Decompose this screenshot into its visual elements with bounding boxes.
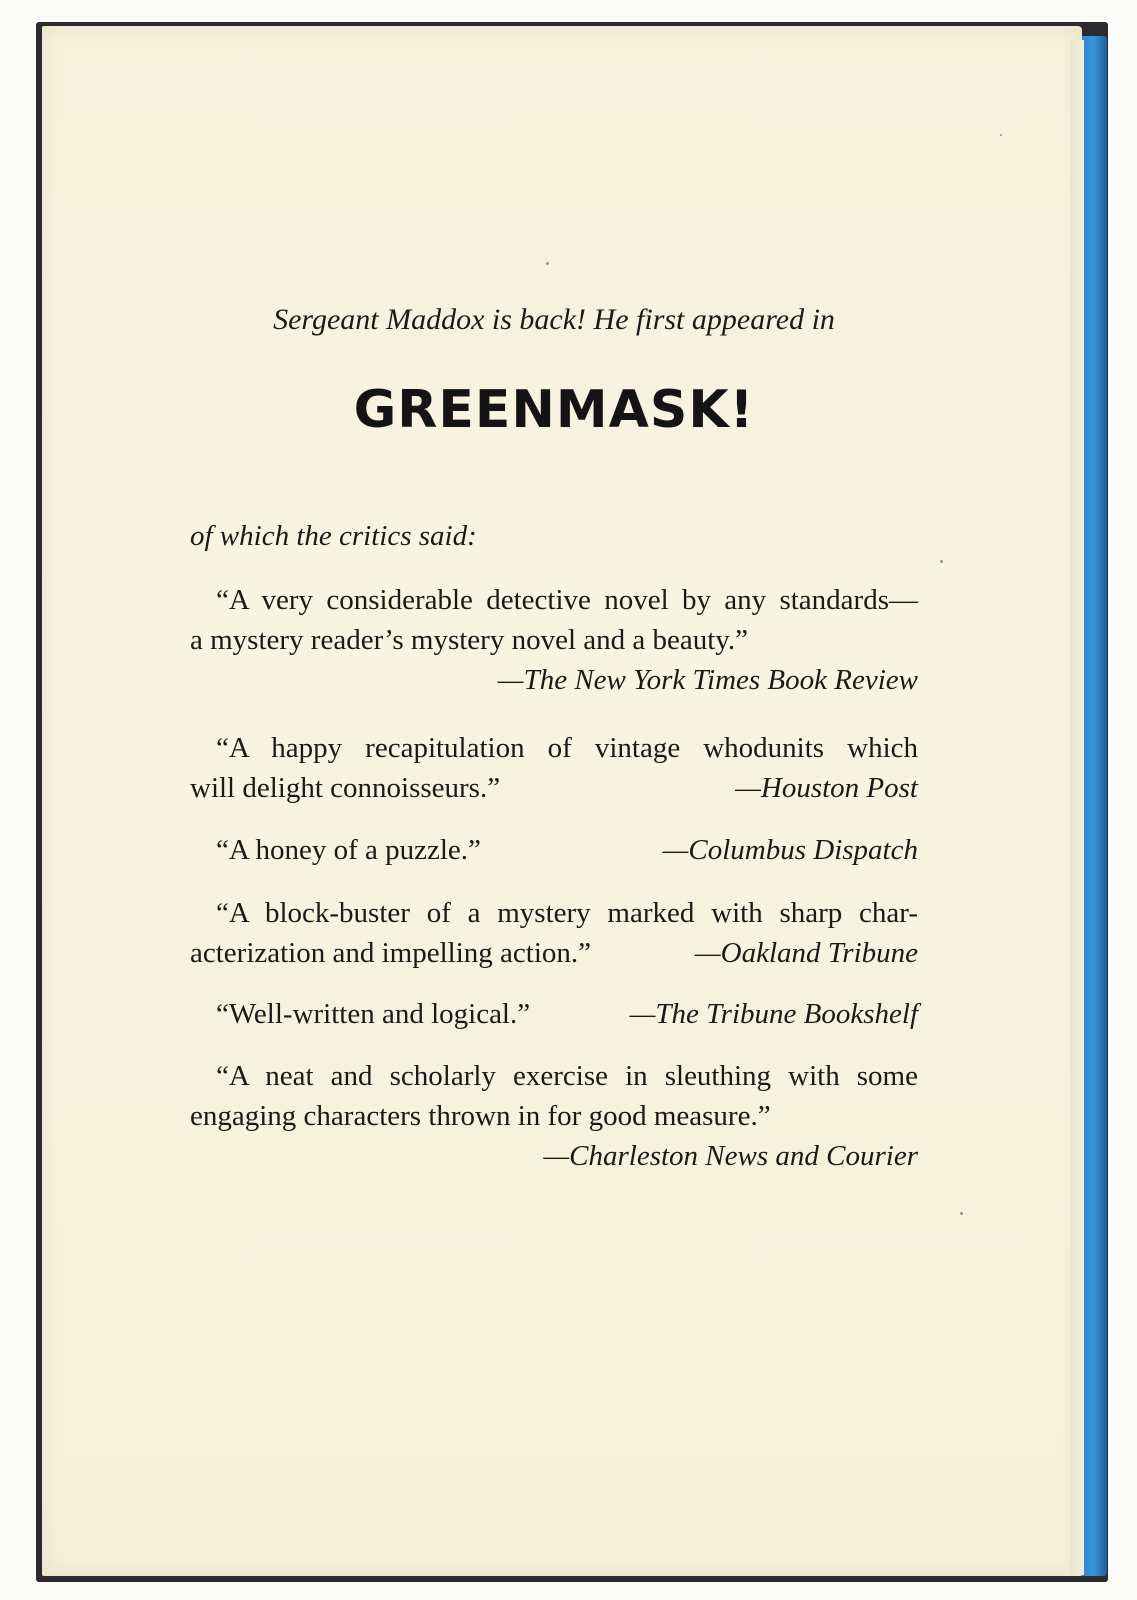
review-text-line: will delight connoisseurs.” — [190, 772, 501, 804]
review-source: —Houston Post — [735, 772, 918, 804]
review-text-line: “A block-buster of a mystery marked with sharp char- — [216, 897, 918, 929]
review-last-row — [190, 830, 918, 870]
review-last-row — [190, 994, 918, 1034]
review-source: —Charleston News and Courier — [543, 1140, 918, 1172]
review-source: —The New York Times Book Review — [497, 664, 918, 696]
book-title-headline: GREENMASK! — [353, 380, 755, 440]
review-last-row — [190, 933, 918, 973]
lead-in-text: of which the critics said: — [190, 520, 477, 552]
review-text-line: engaging characters thrown in for good measure.” — [190, 1100, 771, 1132]
review-6 — [190, 1056, 918, 1176]
review-source: —The Tribune Bookshelf — [629, 998, 918, 1030]
jacket-fold-edge — [1070, 40, 1084, 1575]
review-5 — [190, 994, 918, 1034]
review-source: —Columbus Dispatch — [662, 834, 918, 866]
dust-speck — [940, 560, 943, 563]
review-source: —Oakland Tribune — [694, 937, 918, 969]
review-2 — [190, 728, 918, 808]
dust-speck — [1000, 134, 1002, 136]
intro-line: Sergeant Maddox is back! He first appeared in — [273, 303, 835, 336]
review-4 — [190, 893, 918, 973]
review-text-line: “A honey of a puzzle.” — [216, 834, 481, 866]
review-text-line: “A very considerable detective novel by any standards— — [216, 584, 918, 616]
dust-speck — [546, 262, 549, 265]
review-1 — [190, 580, 918, 700]
review-text-line: “Well-written and logical.” — [216, 998, 531, 1030]
dust-speck — [960, 1212, 963, 1215]
review-text-line: a mystery reader’s mystery novel and a beauty.” — [190, 624, 749, 656]
review-text-line: “A neat and scholarly exercise in sleuthing with some — [216, 1060, 918, 1092]
review-last-row — [190, 768, 918, 808]
review-text-line: “A happy recapitulation of vintage whodunits which — [216, 732, 918, 764]
review-text-line: acterization and impelling action.” — [190, 937, 592, 969]
review-3 — [190, 830, 918, 870]
